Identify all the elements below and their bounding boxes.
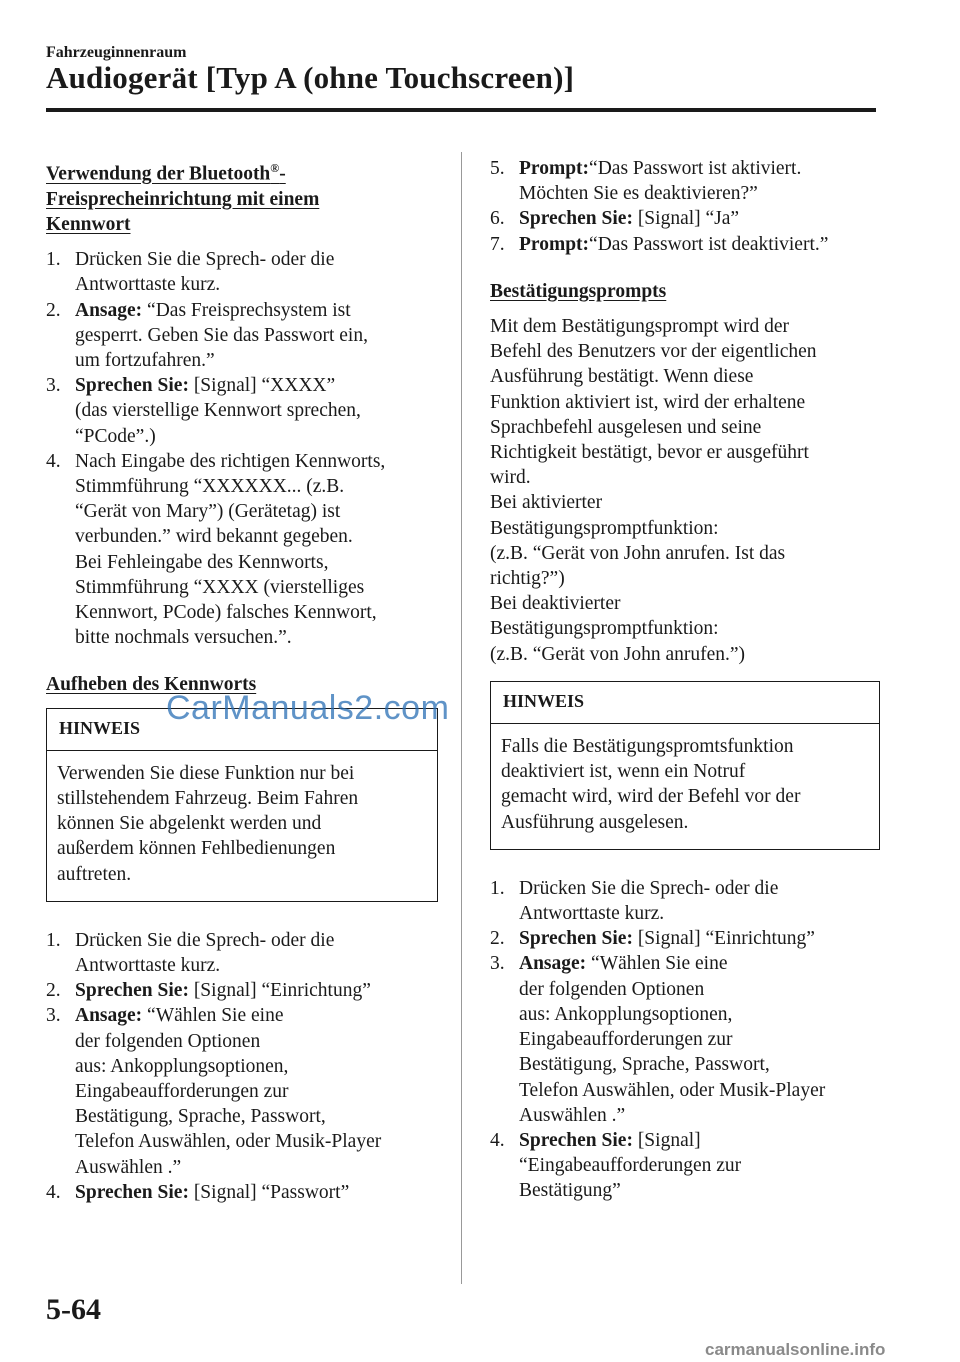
- text-line: Richtigkeit bestätigt, bevor er ausgeführt: [490, 442, 809, 464]
- step-text: um fortzufahren.”: [75, 349, 215, 371]
- note-box: [490, 681, 880, 850]
- step-text: Telefon Auswählen, oder Musik-Player: [75, 1131, 382, 1153]
- step-text: [Signal] “XXXX”: [188, 375, 336, 397]
- step-text: [Signal] “Einrichtung”: [188, 980, 371, 1002]
- text-line: Ausführung bestätigt. Wenn diese: [490, 366, 754, 388]
- step-text: Antworttaste kurz.: [519, 903, 665, 925]
- step-text: [Signal] “Einrichtung”: [632, 928, 815, 950]
- step-text: Eingabeaufforderungen zur: [75, 1081, 289, 1102]
- list-item: [46, 928, 438, 978]
- text-line: Ausführung ausgelesen.: [501, 811, 689, 833]
- text-line: (z.B. “Gerät von John anrufen. Ist das: [490, 542, 786, 564]
- list-item: [490, 206, 880, 231]
- step-number: 1.: [490, 877, 505, 899]
- watermark-logo: CarManuals2.com: [166, 689, 450, 727]
- step-number: 4.: [46, 1181, 61, 1203]
- note-body: [491, 724, 879, 849]
- header-rule: [46, 108, 876, 112]
- list-item: [490, 951, 880, 1127]
- step-text: gesperrt. Geben Sie das Passwort ein,: [75, 324, 368, 346]
- step-text: aus: Ankopplungsoptionen,: [75, 1055, 289, 1077]
- step-label: Sprechen Sie:: [519, 208, 633, 230]
- step-label: Ansage:: [519, 953, 587, 975]
- step-number: 3.: [46, 1005, 61, 1027]
- steps-remove-password-continued: [490, 156, 880, 257]
- note-title: HINWEIS: [47, 709, 437, 751]
- step-text: “Gerät von Mary”) (Gerätetag) ist: [75, 501, 341, 523]
- step-text: [Signal] “Passwort”: [188, 1181, 350, 1203]
- list-item: [46, 373, 438, 449]
- text-line: Bestätigungspromptfunktion:: [490, 618, 719, 640]
- step-text: “Das Passwort ist deaktiviert.”: [589, 233, 829, 255]
- step-label: Sprechen Sie:: [519, 1129, 633, 1151]
- list-item: [46, 298, 438, 374]
- step-number: 6.: [490, 208, 505, 230]
- step-text: Kennwort, PCode) falsches Kennwort,: [75, 601, 377, 623]
- text-line: Falls die Bestätigungspromtsfunktion: [501, 736, 794, 758]
- step-text: Bestätigung”: [519, 1180, 621, 1202]
- step-number: 3.: [46, 375, 61, 397]
- text-line: können Sie abgelenkt werden und: [57, 813, 322, 835]
- text-line: außerdem können Fehlbedienungen: [57, 838, 336, 860]
- step-label: Ansage:: [75, 1005, 143, 1027]
- step-label: Sprechen Sie:: [519, 928, 633, 950]
- text-line: Sprachbefehl ausgelesen und seine: [490, 416, 762, 438]
- text-line: Bestätigungspromptfunktion:: [490, 517, 719, 539]
- page-number: 5-64: [46, 1293, 101, 1326]
- step-text: Stimmführung “XXXX (vierstelliges: [75, 576, 365, 598]
- confirmation-description: [490, 314, 880, 667]
- step-text: “Wählen Sie eine: [586, 953, 728, 975]
- step-text: Bestätigung, Sprache, Passwort,: [519, 1054, 770, 1076]
- step-text: Stimmführung “XXXXXX... (z.B.: [75, 475, 345, 497]
- step-label: Sprechen Sie:: [75, 1181, 189, 1203]
- step-number: 2.: [46, 980, 61, 1002]
- list-item: [46, 978, 438, 1003]
- note-body: [47, 751, 437, 901]
- footer-watermark: carmanualsonline.info: [705, 1340, 886, 1359]
- list-item: [490, 1128, 880, 1204]
- list-item: [490, 926, 880, 951]
- steps-use-password: [46, 247, 438, 650]
- step-text: “Wählen Sie eine: [142, 1005, 284, 1027]
- text-line: gemacht wird, wird der Befehl vor der: [501, 786, 801, 808]
- step-text: Eingabeaufforderungen zur: [519, 1029, 733, 1051]
- step-text: [Signal]: [632, 1129, 701, 1151]
- step-text: Drücken Sie die Sprech- oder die: [519, 877, 779, 899]
- step-number: 7.: [490, 233, 505, 255]
- list-item: [490, 876, 880, 926]
- heading-bluetooth-password: Verwendung der Bluetooth®- Freisprecheinrichtung mit einem Kennwort: [46, 161, 320, 235]
- step-text: Auswählen .”: [75, 1156, 182, 1178]
- text-line: Bei deaktivierter: [490, 593, 621, 615]
- step-number: 4.: [490, 1129, 505, 1151]
- step-text: (das vierstellige Kennwort sprechen,: [75, 400, 361, 422]
- step-text: “PCode”.): [75, 425, 156, 447]
- step-text: Antworttaste kurz.: [75, 954, 221, 976]
- step-label: Prompt:: [519, 158, 590, 179]
- list-item: [46, 449, 438, 651]
- note-box: [46, 708, 438, 902]
- text-line: deaktiviert ist, wenn ein Notruf: [501, 761, 746, 783]
- step-text: Bei Fehleingabe des Kennworts,: [75, 551, 329, 573]
- step-text: Möchten Sie es deaktivieren?”: [519, 183, 758, 205]
- step-text: Auswählen .”: [519, 1104, 626, 1126]
- step-text: der folgenden Optionen: [75, 1030, 261, 1052]
- column-divider: [461, 152, 462, 1284]
- text-line: wird.: [490, 467, 531, 489]
- step-text: Telefon Auswählen, oder Musik-Player: [519, 1079, 826, 1101]
- list-item: [490, 156, 880, 206]
- step-number: 2.: [490, 928, 505, 950]
- step-text: bitte nochmals versuchen.”.: [75, 627, 292, 649]
- section-label: Fahrzeuginnenraum: [46, 44, 187, 61]
- step-text: aus: Ankopplungsoptionen,: [519, 1003, 733, 1025]
- text-line: richtig?”): [490, 568, 565, 590]
- text-line: Befehl des Benutzers vor der eigentlichen: [490, 341, 817, 363]
- list-item: [46, 1003, 438, 1179]
- step-text: [Signal] “Ja”: [632, 208, 740, 230]
- step-text: “Das Freisprechsystem ist: [142, 299, 351, 321]
- step-text: verbunden.” wird bekannt gegeben.: [75, 526, 353, 548]
- step-text: “Das Passwort ist aktiviert.: [589, 158, 802, 179]
- page-title: Audiogerät [Typ A (ohne Touchscreen)]: [46, 60, 575, 95]
- step-text: Nach Eingabe des richtigen Kennworts,: [75, 450, 386, 472]
- step-number: 1.: [46, 249, 61, 271]
- list-item: [46, 1180, 438, 1205]
- list-item: [490, 232, 880, 257]
- text-line: Verwenden Sie diese Funktion nur bei: [57, 762, 355, 784]
- step-text: Bestätigung, Sprache, Passwort,: [75, 1106, 326, 1128]
- text-line: auftreten.: [57, 863, 132, 885]
- step-text: Antworttaste kurz.: [75, 274, 221, 296]
- step-number: 4.: [46, 450, 61, 472]
- step-text: Drücken Sie die Sprech- oder die: [75, 249, 335, 271]
- list-item: [46, 247, 438, 297]
- step-label: Ansage:: [75, 299, 143, 321]
- step-label: Sprechen Sie:: [75, 375, 189, 397]
- steps-confirmation-prompts: [490, 876, 880, 1204]
- step-text: “Eingabeaufforderungen zur: [519, 1155, 742, 1177]
- note-title: HINWEIS: [491, 682, 879, 724]
- step-number: 1.: [46, 929, 61, 951]
- text-line: stillstehendem Fahrzeug. Beim Fahren: [57, 787, 359, 809]
- step-number: 2.: [46, 299, 61, 321]
- right-column: [490, 156, 880, 1226]
- step-label: Prompt:: [519, 233, 590, 255]
- text-line: Mit dem Bestätigungsprompt wird der: [490, 316, 789, 338]
- text-line: (z.B. “Gerät von John anrufen.”): [490, 643, 746, 665]
- step-label: Sprechen Sie:: [75, 980, 189, 1002]
- heading-confirmation-prompts: Bestätigungsprompts: [490, 280, 667, 302]
- step-number: 5.: [490, 158, 505, 179]
- step-number: 3.: [490, 953, 505, 975]
- text-line: Bei aktivierter: [490, 492, 603, 514]
- text-line: Funktion aktiviert ist, wird der erhaltene: [490, 391, 806, 413]
- step-text: der folgenden Optionen: [519, 978, 705, 1000]
- steps-remove-password: [46, 928, 438, 1205]
- heading-remove-password: Aufheben des Kennworts: [46, 674, 257, 696]
- step-text: Drücken Sie die Sprech- oder die: [75, 929, 335, 951]
